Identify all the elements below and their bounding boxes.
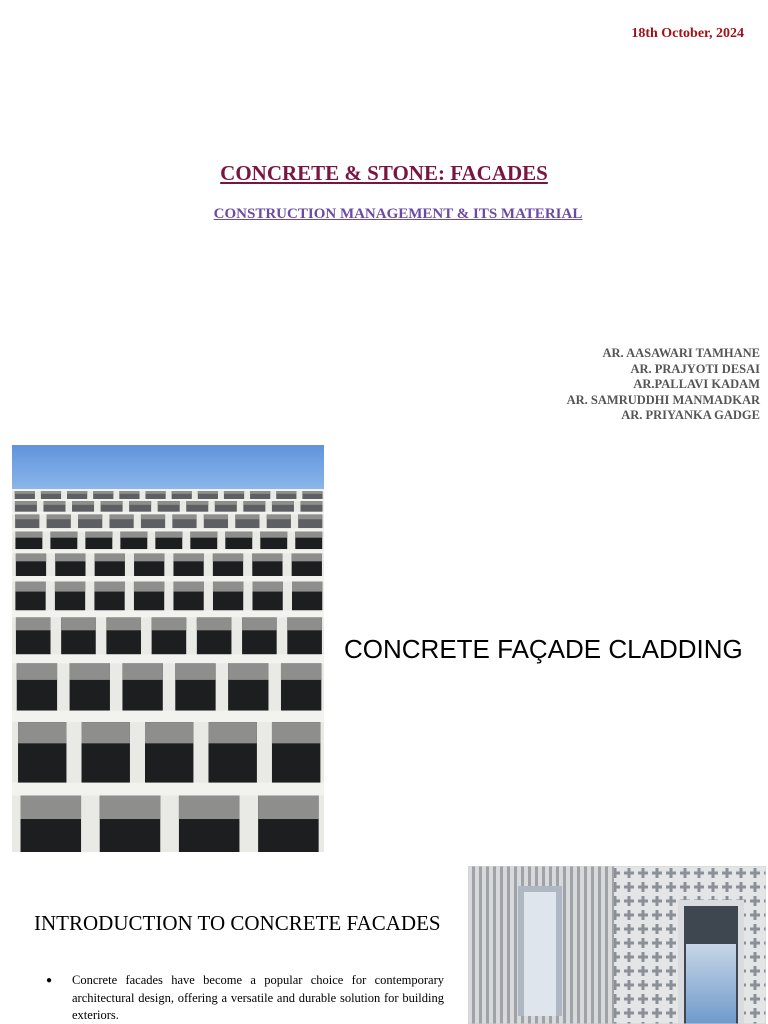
author-list (567, 346, 760, 424)
perforated-facade-photo (468, 866, 766, 1024)
document-title: CONCRETE & STONE: FACADES (220, 161, 548, 185)
document-subtitle: CONSTRUCTION MANAGEMENT & ITS MATERIAL (213, 206, 583, 222)
author-name: AR. PRIYANKA GADGE (621, 408, 760, 422)
author-name: AR. AASAWARI TAMHANE (602, 346, 760, 360)
author-name: AR. SAMRUDDHI MANMADKAR (566, 392, 760, 407)
author-name: AR.PALLAVI KADAM (633, 377, 760, 391)
section-heading-introduction: INTRODUCTION TO CONCRETE FACADES (34, 911, 441, 935)
bullet-list (46, 972, 444, 1024)
list-item-text: Concrete facades have become a popular choice for contemporary architectural design, offering a versatile and durable solution for building exteriors. (72, 973, 444, 1022)
list-item (46, 972, 444, 1024)
author-name: AR. PRAJYOTI DESAI (630, 361, 760, 376)
concrete-grid-facade-photo (12, 445, 324, 852)
bullet-icon: ● (46, 975, 53, 986)
document-date: 18th October, 2024 (631, 26, 744, 41)
section-heading-cladding: CONCRETE FAÇADE CLADDING (344, 634, 743, 664)
